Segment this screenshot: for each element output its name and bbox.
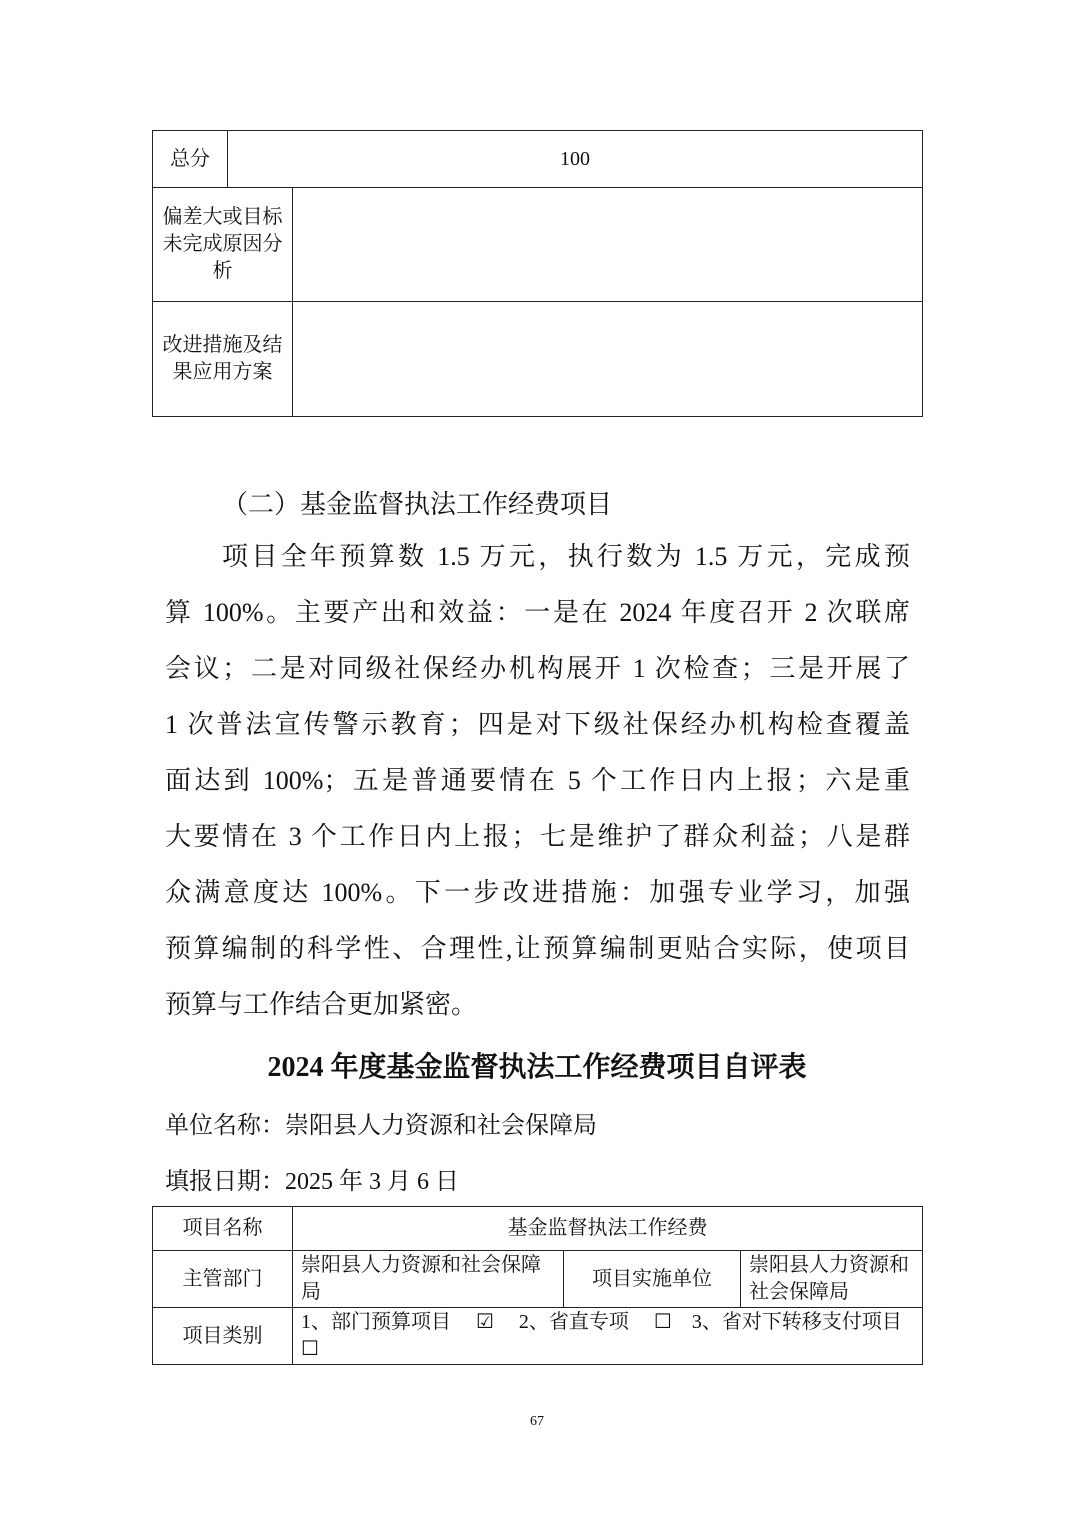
paragraph-line: 面达到 100%；五是普通要情在 5 个工作日内上报；六是重	[165, 766, 910, 795]
summary-table	[152, 130, 923, 417]
section-heading: （二）基金监督执法工作经费项目	[222, 490, 613, 519]
paragraph-line: 1 次普法宣传警示教育；四是对下级社保经办机构检查覆盖	[165, 710, 910, 739]
paragraph-line: 众满意度达 100%。下一步改进措施：加强专业学习，加强	[165, 878, 910, 907]
paragraph-line: 预算编制的科学性、合理性,让预算编制更贴合实际，使项目	[165, 934, 910, 963]
paragraph-line: 大要情在 3 个工作日内上报；七是维护了群众利益；八是群	[165, 822, 910, 851]
category-value: 1、部门预算项目 ☑ 2、省直专项 ☐ 3、省对下转移支付项目 ☐	[293, 1308, 923, 1365]
form-title: 2024 年度基金监督执法工作经费项目自评表	[267, 1052, 807, 1083]
paragraph-line: 预算与工作结合更加紧密。	[165, 990, 478, 1019]
paragraph-line: 项目全年预算数 1.5 万元，执行数为 1.5 万元，完成预	[222, 542, 910, 571]
self-evaluation-table	[152, 1206, 923, 1365]
impl-label: 项目实施单位	[564, 1251, 741, 1308]
deviation-value	[293, 188, 923, 302]
improve-value	[293, 302, 923, 417]
project-name: 基金监督执法工作经费	[293, 1207, 923, 1251]
report-date: 填报日期：2025 年 3 月 6 日	[165, 1169, 459, 1195]
improve-label: 改进措施及结果应用方案	[153, 302, 293, 417]
dept-label: 主管部门	[153, 1251, 293, 1308]
page-number: 67	[530, 1414, 544, 1429]
total-label: 总分	[153, 131, 228, 188]
dept-value: 崇阳县人力资源和社会保障局	[293, 1251, 564, 1308]
category-label: 项目类别	[153, 1308, 293, 1365]
impl-value: 崇阳县人力资源和社会保障局	[741, 1251, 923, 1308]
total-value: 100	[228, 131, 923, 188]
deviation-label: 偏差大或目标未完成原因分析	[153, 188, 293, 302]
unit-name: 单位名称：崇阳县人力资源和社会保障局	[165, 1113, 597, 1139]
project-name-label: 项目名称	[153, 1207, 293, 1251]
paragraph-line: 算 100%。主要产出和效益：一是在 2024 年度召开 2 次联席	[165, 598, 910, 627]
paragraph-line: 会议；二是对同级社保经办机构展开 1 次检查；三是开展了	[165, 654, 910, 683]
